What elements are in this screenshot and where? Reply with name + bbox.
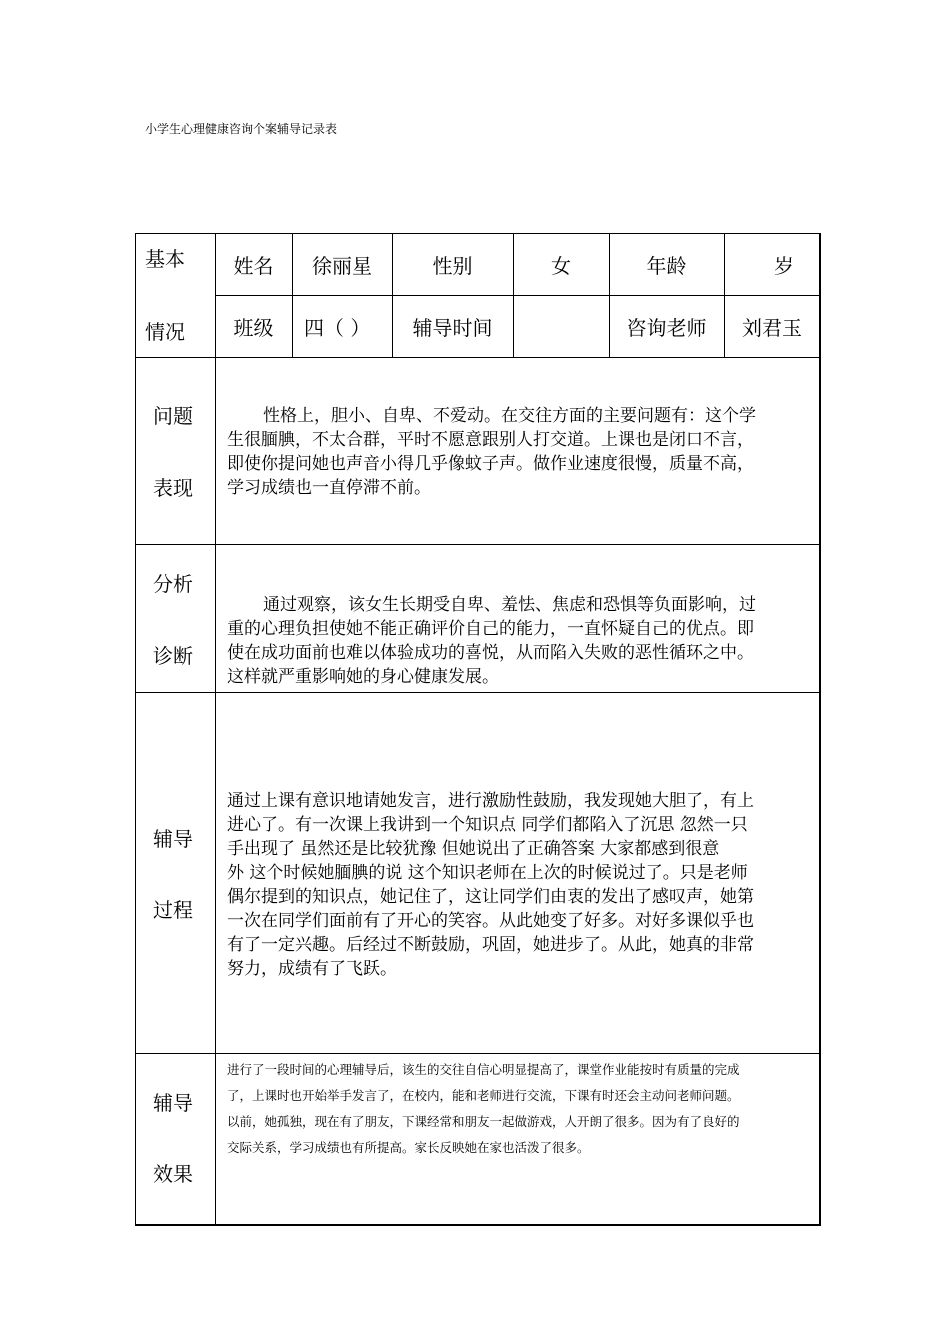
process-label-top: 辅导 bbox=[153, 827, 193, 851]
age-value: 岁 bbox=[774, 253, 794, 278]
gender-value: 女 bbox=[551, 253, 571, 278]
text-line: 了，上课时也开始举手发言了，在校内，能和老师进行交流，下课有时还会主动问老师问题。 bbox=[227, 1088, 740, 1103]
teacher-label: 咨询老师 bbox=[626, 315, 707, 340]
effect-text bbox=[227, 1057, 813, 1161]
teacher-value: 刘君玉 bbox=[742, 315, 802, 340]
text-line: 即使你提问她也声音小得几乎像蚊子声。做作业速度很慢，质量不高， bbox=[227, 454, 754, 474]
row-divider-basic bbox=[135, 357, 821, 358]
text-line: 交际关系，学习成绩也有所提高。家长反映她在家也活泼了很多。 bbox=[227, 1140, 590, 1155]
text-line: 以前，她孤独，现在有了朋友，下课经常和朋友一起做游戏，人开朗了很多。因为有了良好的 bbox=[227, 1114, 740, 1129]
text-line: 学习成绩也一直停滞不前。 bbox=[227, 478, 431, 498]
text-line: 重的心理负担使她不能正确评价自己的能力，一直怀疑自己的优点。即 bbox=[227, 619, 754, 639]
text-line: 通过观察，该女生长期受自卑、羞怯、焦虑和恐惧等负面影响，过 bbox=[263, 595, 756, 615]
text-line: 一次在同学们面前有了开心的笑容。从此她变了好多。对好多课似乎也 bbox=[227, 911, 754, 931]
text-line: 性格上，胆小、自卑、不爱动。在交往方面的主要问题有：这个学 bbox=[263, 406, 756, 426]
table-border-left bbox=[135, 233, 136, 1225]
basic-label-bottom: 情况 bbox=[145, 320, 185, 344]
text-line: 使在成功面前也难以体验成功的喜悦，从而陷入失败的恶性循环之中。 bbox=[227, 643, 754, 663]
row-divider-analysis bbox=[135, 692, 821, 693]
effect-label-bottom: 效果 bbox=[153, 1162, 193, 1186]
label-column-divider bbox=[215, 233, 216, 1225]
text-line: 努力，成绩有了飞跃。 bbox=[227, 959, 397, 979]
text-line: 偶尔提到的知识点，她记住了，这让同学们由衷的发出了感叹声，她第 bbox=[227, 887, 754, 907]
age-label: 年龄 bbox=[646, 253, 687, 278]
text-line: 有了一定兴趣。后经过不断鼓励，巩固，她进步了。从此，她真的非常 bbox=[227, 935, 754, 955]
text-line: 这样就严重影响她的身心健康发展。 bbox=[227, 667, 499, 687]
class-label: 班级 bbox=[233, 315, 274, 340]
process-text bbox=[227, 789, 811, 981]
row-divider-problem bbox=[135, 544, 821, 545]
table-border-bottom bbox=[135, 1224, 821, 1226]
basic-label-top: 基本 bbox=[145, 247, 185, 271]
analysis-label-top: 分析 bbox=[153, 572, 193, 596]
time-value bbox=[513, 295, 609, 357]
problem-label-bottom: 表现 bbox=[153, 476, 193, 500]
text-line: 通过上课有意识地请她发言，进行激励性鼓励，我发现她大胆了，有上 bbox=[227, 791, 754, 811]
class-value: 四（ ） bbox=[304, 315, 371, 340]
name-value: 徐丽星 bbox=[312, 253, 372, 278]
row-divider-process bbox=[135, 1053, 821, 1054]
analysis-text bbox=[227, 593, 811, 689]
problem-text bbox=[227, 404, 811, 500]
text-line: 进行了一段时间的心理辅导后，该生的交往自信心明显提高了，课堂作业能按时有质量的完成 bbox=[227, 1062, 740, 1077]
name-label: 姓名 bbox=[233, 253, 274, 278]
document-title: 小学生心理健康咨询个案辅导记录表 bbox=[145, 122, 338, 136]
gender-label: 性别 bbox=[432, 253, 473, 278]
text-line: 手出现了 虽然还是比较犹豫 但她说出了正确答案 大家都感到很意 bbox=[227, 839, 720, 859]
time-label: 辅导时间 bbox=[412, 315, 493, 340]
analysis-label-bottom: 诊断 bbox=[153, 644, 193, 668]
text-line: 外 这个时候她腼腆的说 这个知识老师在上次的时候说过了。只是老师 bbox=[227, 863, 748, 883]
problem-label-top: 问题 bbox=[153, 404, 193, 428]
table-border-right bbox=[819, 233, 821, 1225]
text-line: 进心了。有一次课上我讲到一个知识点 同学们都陷入了沉思 忽然一只 bbox=[227, 815, 748, 835]
text-line: 生很腼腆，不太合群，平时不愿意跟别人打交道。上课也是闭口不言， bbox=[227, 430, 754, 450]
effect-label-top: 辅导 bbox=[153, 1091, 193, 1115]
process-label-bottom: 过程 bbox=[153, 898, 193, 922]
